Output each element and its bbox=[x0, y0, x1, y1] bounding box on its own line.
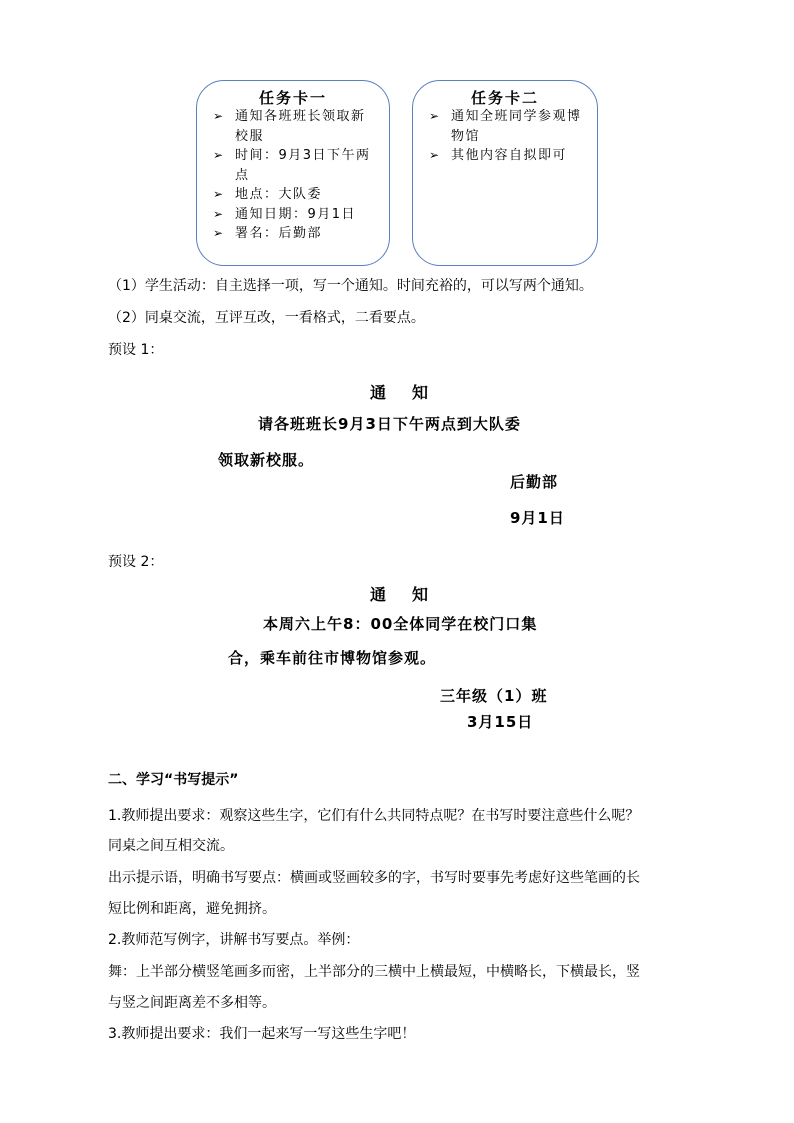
section-2-p5: 3.教师提出要求：我们一起来写一写这些生字吧！ bbox=[108, 1026, 416, 1042]
arrow-bullet-icon: ➢ bbox=[213, 226, 225, 240]
activity-2-text: （2）同桌交流，互评互改，一看格式，二看要点。 bbox=[108, 310, 425, 326]
section-2-p1-line-1: 1.教师提出要求：观察这些生字，它们有什么共同特点呢？在书写时要注意些什么呢？ bbox=[108, 808, 640, 824]
preset-2-label: 预设 2： bbox=[108, 554, 164, 570]
preset-2-date: 3月15日 bbox=[467, 713, 534, 731]
task-card-2 bbox=[412, 80, 598, 266]
list-item: ➢ 其他内容自拟即可 bbox=[427, 146, 587, 166]
preset-1-label: 预设 1： bbox=[108, 342, 164, 358]
arrow-bullet-icon: ➢ bbox=[213, 148, 225, 162]
preset-1-notice-title: 通知 bbox=[370, 383, 455, 402]
task-card-1-title: 任务卡一 bbox=[258, 89, 327, 107]
arrow-bullet-icon: ➢ bbox=[213, 109, 225, 123]
list-item: ➢ 通知各班班长领取新校服 bbox=[213, 109, 366, 144]
section-2-p1-line-2: 同桌之间互相交流。 bbox=[108, 838, 234, 854]
section-2-p4-line-2: 与竖之间距离差不多相等。 bbox=[108, 995, 276, 1011]
list-item: ➢ 时间：9月3日下午两点 bbox=[213, 148, 371, 183]
activity-1-text: （1）学生活动：自主选择一项，写一个通知。时间充裕的，可以写两个通知。 bbox=[108, 278, 593, 294]
task-card-1-list bbox=[211, 107, 379, 244]
section-2-heading: 二、学习“书写提示” bbox=[108, 772, 239, 788]
arrow-bullet-icon: ➢ bbox=[429, 109, 441, 123]
preset-1-signature: 后勤部 bbox=[510, 473, 559, 491]
task-card-1 bbox=[196, 80, 390, 266]
preset-2-signature: 三年级（1）班 bbox=[440, 687, 548, 705]
section-2-p2-line-2: 短比例和距离，避免拥挤。 bbox=[108, 901, 276, 917]
preset-2-body-line-2: 合，乘车前往市博物馆参观。 bbox=[228, 649, 437, 667]
arrow-bullet-icon: ➢ bbox=[213, 187, 225, 201]
section-2-p4-line-1: 舞：上半部分横竖笔画多而密，上半部分的三横中上横最短，中横略长，下横最长，竖 bbox=[108, 964, 640, 980]
list-item: ➢ 地点：大队委 bbox=[211, 185, 379, 205]
preset-1-date: 9月1日 bbox=[510, 509, 565, 527]
section-2-p2-line-1: 出示提示语，明确书写要点：横画或竖画较多的字，书写时要事先考虑好这些笔画的长 bbox=[108, 870, 640, 886]
list-item: ➢ 通知日期：9月1日 bbox=[211, 205, 379, 225]
preset-1-body-line-1: 请各班班长9月3日下午两点到大队委 bbox=[258, 415, 521, 433]
list-item: ➢ 通知全班同学参观博物馆 bbox=[429, 109, 582, 144]
task-card-2-title: 任务卡二 bbox=[470, 89, 539, 107]
preset-1-body-line-2: 领取新校服。 bbox=[218, 451, 315, 469]
arrow-bullet-icon: ➢ bbox=[213, 206, 225, 221]
task-card-2-list bbox=[427, 107, 587, 166]
section-2-p3: 2.教师范写例字，讲解书写要点。举例： bbox=[108, 932, 360, 948]
preset-2-notice-title: 通知 bbox=[370, 585, 455, 604]
list-item: ➢ 署名：后勤部 bbox=[211, 224, 379, 244]
arrow-bullet-icon: ➢ bbox=[429, 148, 441, 162]
preset-2-body-line-1: 本周六上午8：00全体同学在校门口集 bbox=[263, 615, 538, 633]
